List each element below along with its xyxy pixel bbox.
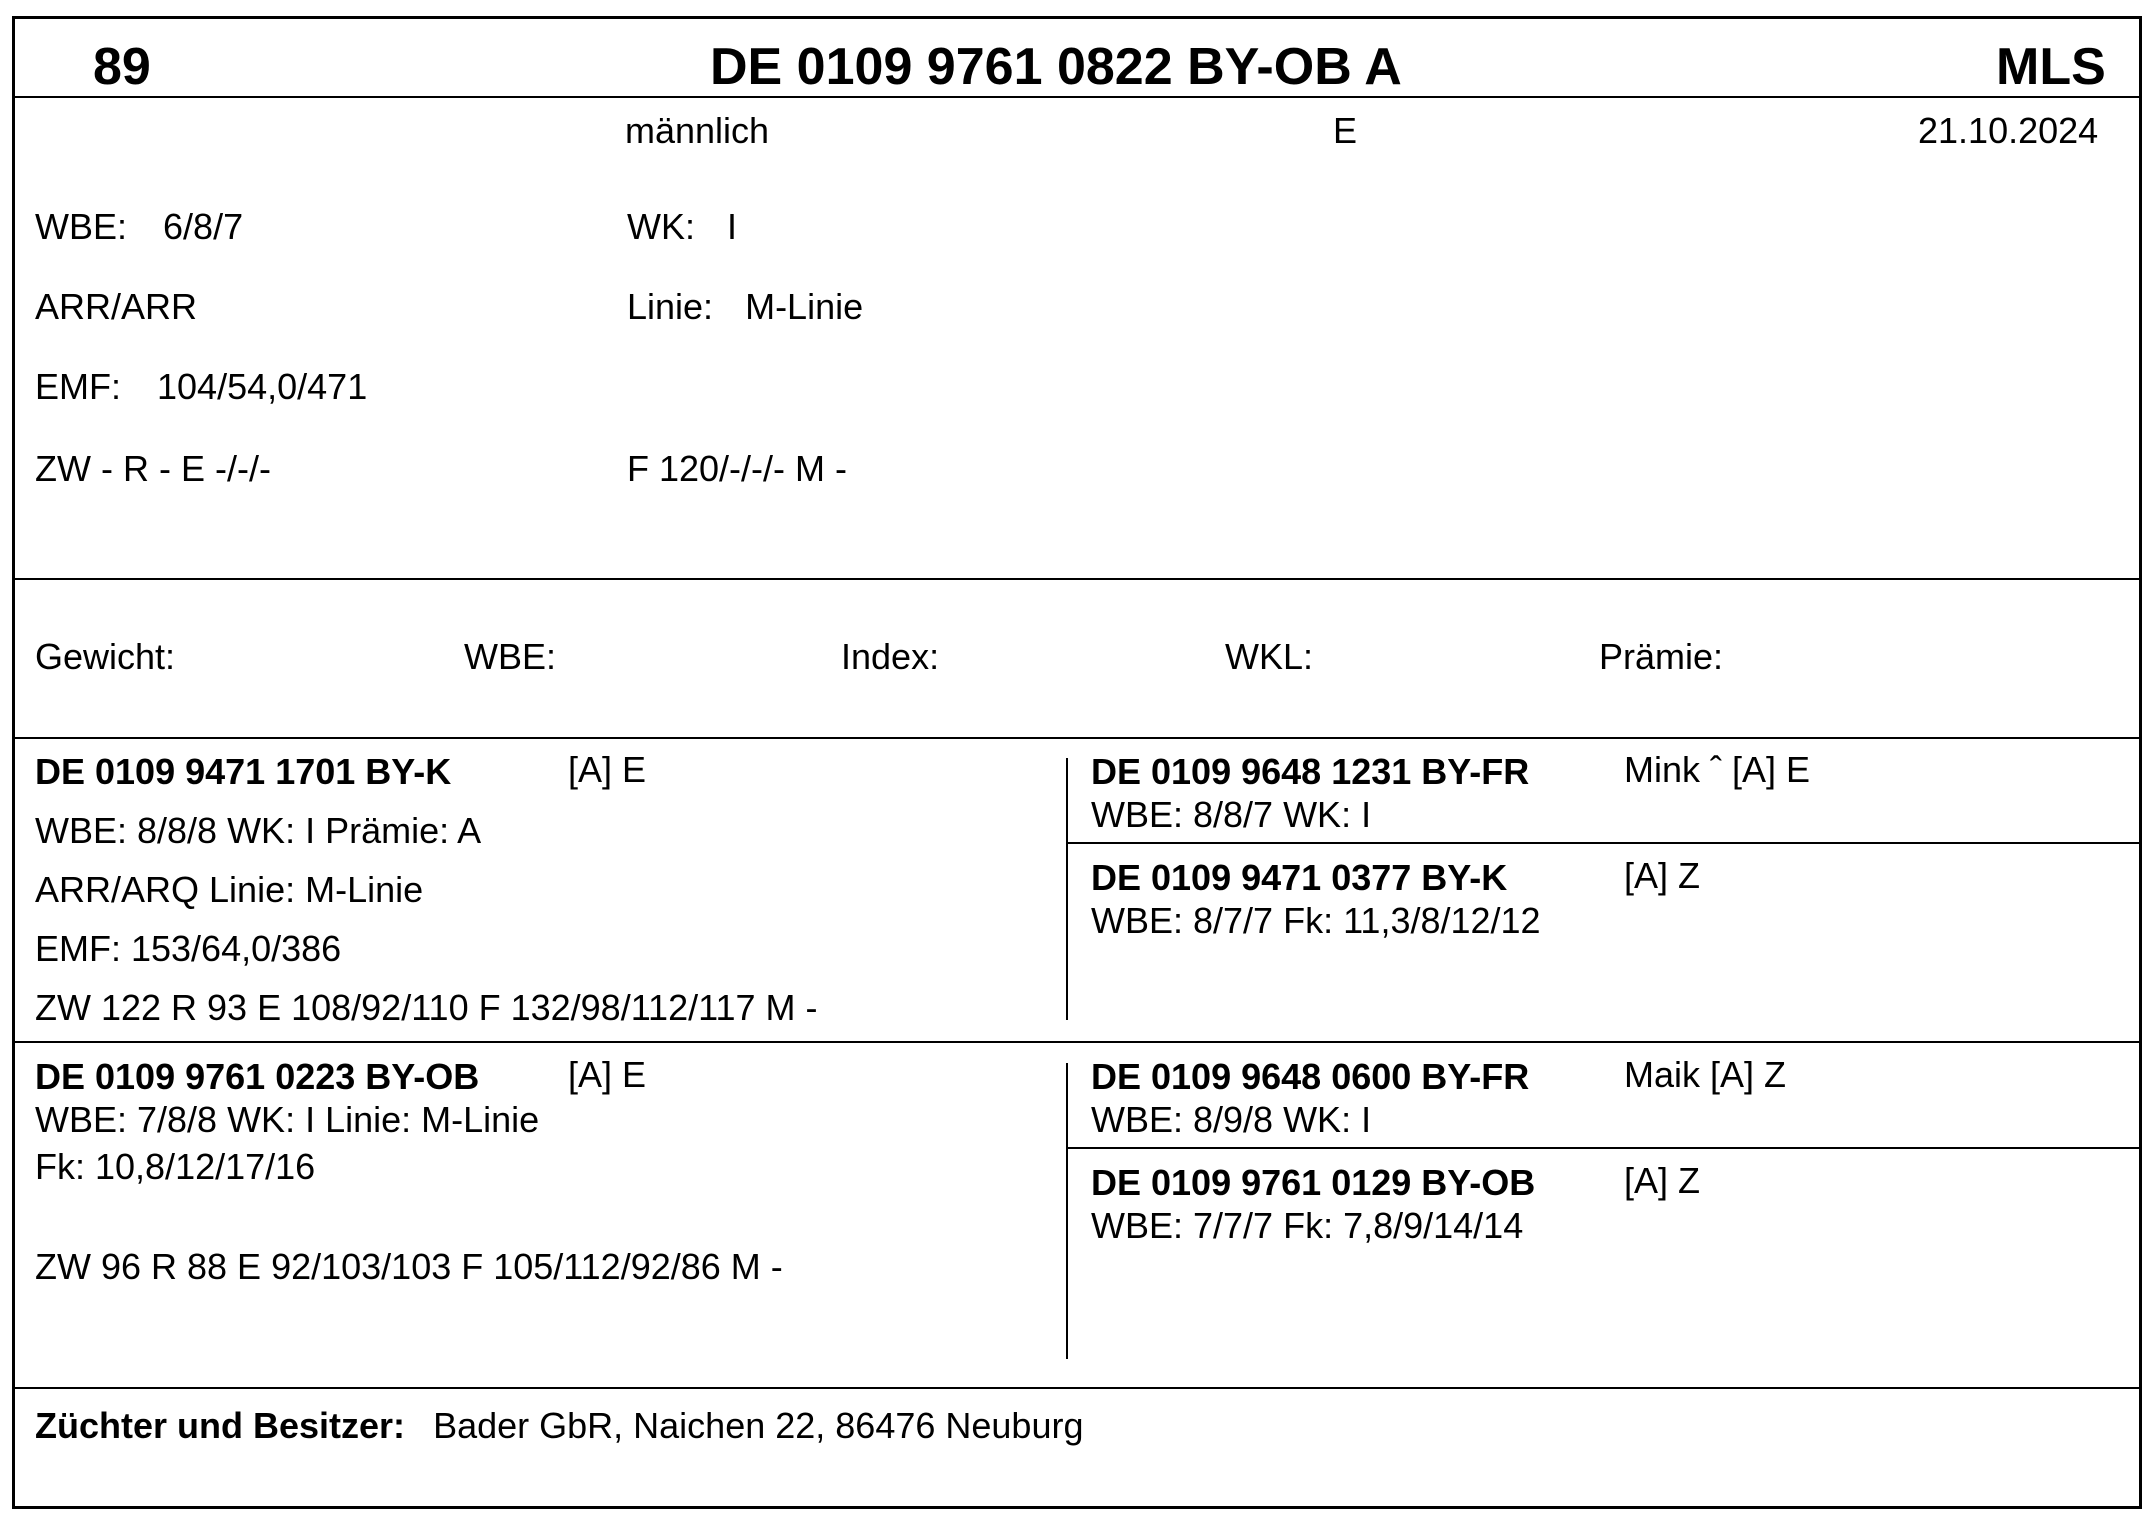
dam-sire-id: DE 0109 9648 0600 BY-FR <box>1091 1056 1530 1097</box>
animal-card <box>12 16 2142 1509</box>
dam-sire-tag: Maik [A] Z <box>1624 1054 1787 1095</box>
sire-line-emf: EMF: 153/64,0/386 <box>35 928 342 969</box>
catalog-number: 89 <box>93 38 151 96</box>
sire-line-wbe: WBE: 8/8/8 WK: I Prämie: A <box>35 810 482 851</box>
sire-sire-line: WBE: 8/8/7 WK: I <box>1091 794 1372 835</box>
sire-dam-id: DE 0109 9471 0377 BY-K <box>1091 857 1508 898</box>
date: 21.10.2024 <box>1918 110 2099 151</box>
sire-id: DE 0109 9471 1701 BY-K <box>35 751 452 792</box>
dam-grandparents-divider <box>1068 1147 2139 1149</box>
breed-code: MLS <box>1996 38 2106 96</box>
wk-label: WK: <box>627 206 695 247</box>
dam-tag: [A] E <box>568 1054 647 1095</box>
wbe-row <box>35 207 243 247</box>
sire-dam-line: WBE: 8/7/7 Fk: 11,3/8/12/12 <box>1091 900 1541 941</box>
gewicht-label: Gewicht: <box>35 636 176 677</box>
emf-value: 104/54,0/471 <box>157 366 368 407</box>
linie-value: M-Linie <box>745 286 864 327</box>
sire-tag: [A] E <box>568 749 647 790</box>
sire-dam-divider <box>15 1041 2139 1043</box>
animal-id: DE 0109 9761 0822 BY-OB A <box>710 38 1402 96</box>
sire-line-genotype: ARR/ARQ Linie: M-Linie <box>35 869 424 910</box>
breeder-value: Bader GbR, Naichen 22, 86476 Neuburg <box>433 1405 1084 1446</box>
praemie-label: Prämie: <box>1599 636 1724 677</box>
sire-dam-tag: [A] Z <box>1624 855 1701 896</box>
wkl-label: WKL: <box>1225 636 1314 677</box>
sire-sire-id: DE 0109 9648 1231 BY-FR <box>1091 751 1530 792</box>
zw-values: ZW - R - E -/-/- <box>35 448 271 489</box>
sire-sire-tag: Mink ˆ [A] E <box>1624 749 1811 790</box>
genotype: ARR/ARR <box>35 286 198 327</box>
dam-line-wbe: WBE: 7/8/8 WK: I Linie: M-Linie <box>35 1099 540 1140</box>
sire-grandparents-divider <box>1068 842 2139 844</box>
header-divider <box>15 96 2139 98</box>
f-values: F 120/-/-/- M - <box>627 448 848 489</box>
wk-value: I <box>727 206 738 247</box>
index-label: Index: <box>841 636 940 677</box>
dam-id: DE 0109 9761 0223 BY-OB <box>35 1056 480 1097</box>
dam-dam-line: WBE: 7/7/7 Fk: 7,8/9/14/14 <box>1091 1205 1524 1246</box>
breeder-row <box>35 1406 1084 1446</box>
info-divider <box>15 578 2139 580</box>
dam-sire-line: WBE: 8/9/8 WK: I <box>1091 1099 1372 1140</box>
linie-row <box>627 287 863 327</box>
breeder-label: Züchter und Besitzer: <box>35 1405 406 1446</box>
dam-line-zw: ZW 96 R 88 E 92/103/103 F 105/112/92/86 M - <box>35 1246 783 1287</box>
sex: männlich <box>625 110 770 151</box>
emf-row <box>35 367 367 407</box>
wbe-label: WBE: <box>35 206 128 247</box>
dam-dam-tag: [A] Z <box>1624 1160 1701 1201</box>
dam-line-fk: Fk: 10,8/12/17/16 <box>35 1146 316 1187</box>
emf-label: EMF: <box>35 366 121 407</box>
wk-row <box>627 207 737 247</box>
assessment-divider <box>15 737 2139 739</box>
footer-divider <box>15 1387 2139 1389</box>
wbe-value: 6/8/7 <box>163 206 244 247</box>
dam-dam-id: DE 0109 9761 0129 BY-OB <box>1091 1162 1536 1203</box>
dam-column-divider <box>1066 1063 1068 1359</box>
class: E <box>1333 110 1358 151</box>
sire-column-divider <box>1066 758 1068 1020</box>
sire-line-zw: ZW 122 R 93 E 108/92/110 F 132/98/112/117 M - <box>35 987 818 1028</box>
assessment-wbe-label: WBE: <box>464 636 557 677</box>
linie-label: Linie: <box>627 286 714 327</box>
